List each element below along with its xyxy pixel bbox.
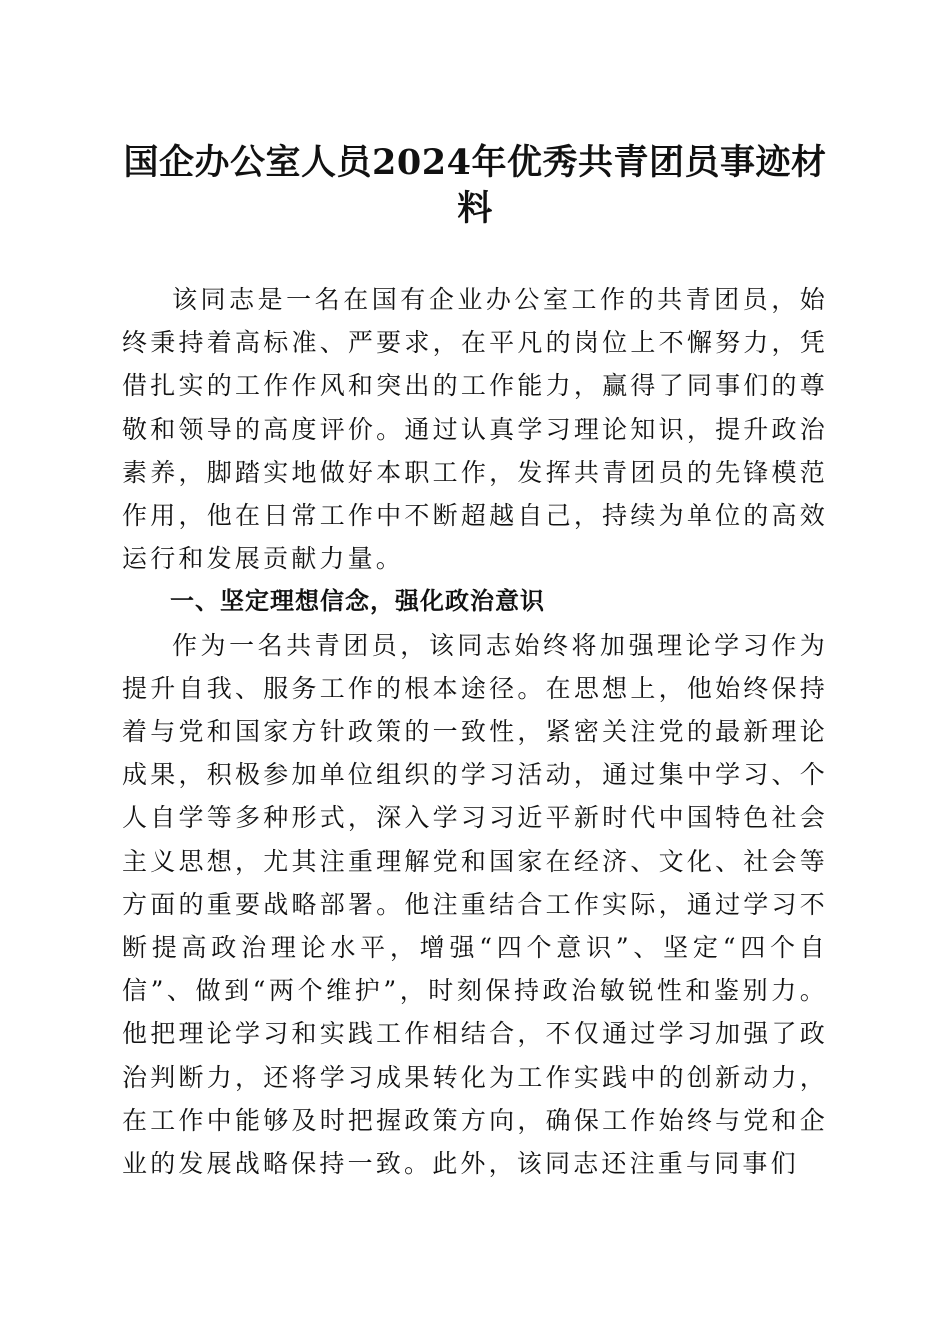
intro-paragraph: 该同志是一名在国有企业办公室工作的共青团员，始终秉持着高标准、严要求，在平凡的岗位上不懈努力，凭借扎实的工作作风和突出的工作能力，赢得了同事们的尊敬和领导的高度评价。通过认真学习理论知识，提升政治素养，脚踏实地做好本职工作，发挥共青团员的先锋模范作用，他在日常工作中不断超越自己，持续为单位的高效运行和发展贡献力量。: [122, 285, 828, 574]
section-heading: 一、坚定理想信念，强化政治意识: [170, 587, 545, 616]
document-body: [122, 278, 828, 1185]
document-title: 国企办公室人员2024年优秀共青团员事迹材料: [123, 142, 827, 229]
section-paragraph: 作为一名共青团员，该同志始终将加强理论学习作为提升自我、服务工作的根本途径。在思想上，他始终保持着与党和国家方针政策的一致性，紧密关注党的最新理论成果，积极参加单位组织的学习活动，通过集中学习、个人自学等多种形式，深入学习习近平新时代中国特色社会主义思想，尤其注重理解党和国家在经济、文化、社会等方面的重要战略部署。他注重结合工作实际，通过学习不断提高政治理论水平，增强“四个意识”、坚定“四个自信”、做到“两个维护”，时刻保持政治敏锐性和鉴别力。他把理论学习和实践工作相结合，不仅通过学习加强了政治判断力，还将学习成果转化为工作实践中的创新动力，在工作中能够及时把握政策方向，确保工作始终与党和企业的发展战略保持一致。此外，该同志还注重与同事们: [122, 630, 828, 1179]
